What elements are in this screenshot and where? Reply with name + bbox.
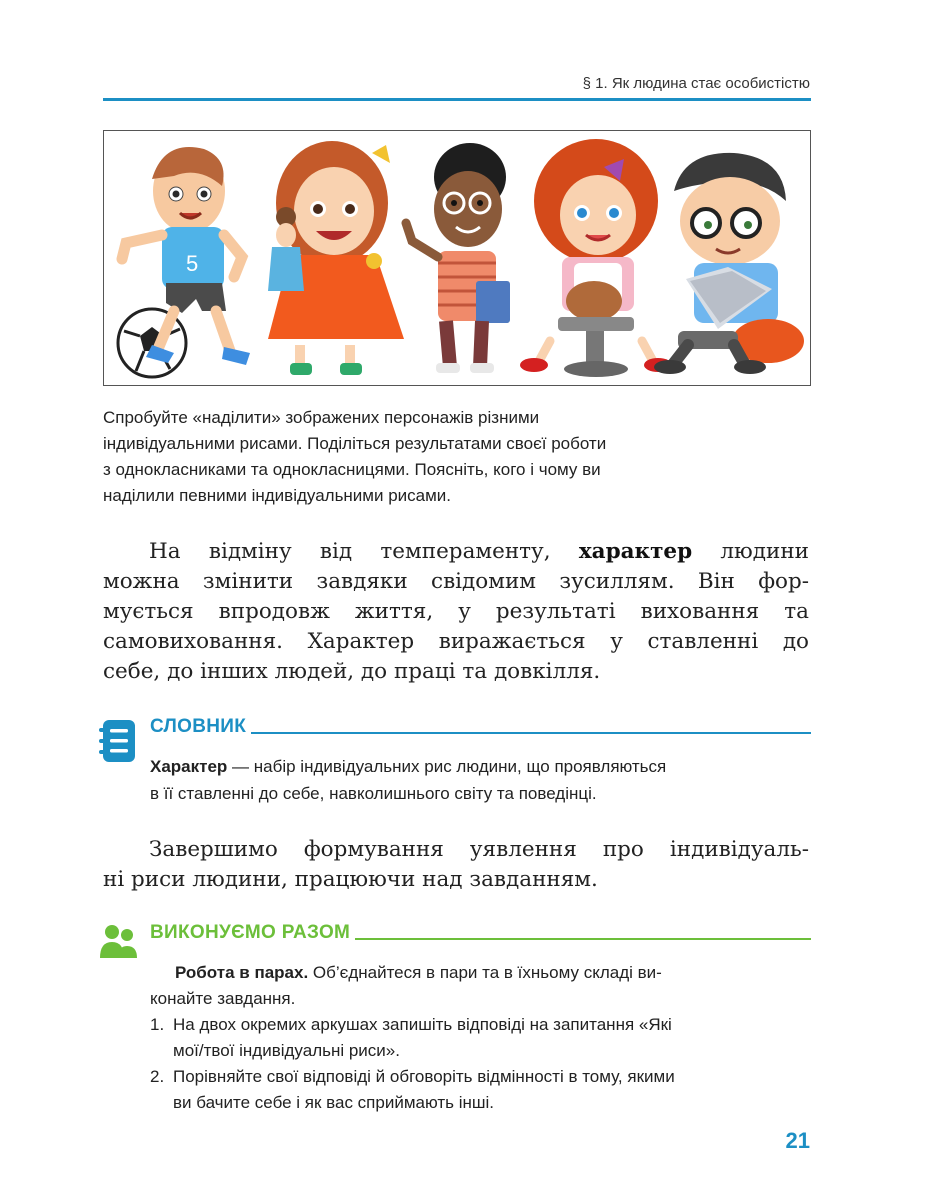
paragraph-line: На відміну від темпераменту, характер людини — [149, 539, 809, 564]
task-lead-line: Робота в парах. Об’єднайтеся в пари та в їхньому складі ви- — [175, 963, 662, 982]
task-list-item — [150, 1064, 810, 1116]
definition-line: в її ставленні до себе, навколишнього світу та поведінці. — [150, 784, 597, 803]
paragraph-line: себе, до інших людей, до праці та довкілля. — [103, 659, 601, 684]
task-item-line: Порівняйте свої відповіді й обговоріть відмінності в тому, якими — [173, 1067, 675, 1086]
page-header — [0, 0, 935, 110]
paragraph-line: можна змінити завдяки свідомим зусиллям. Він фор- — [103, 569, 809, 594]
girl-with-doll-figure — [268, 141, 404, 375]
task-item-number: 2. — [150, 1067, 165, 1086]
pair-work-task — [150, 960, 810, 1116]
character-paragraph — [103, 537, 809, 687]
caption-line: наділили певними індивідуальними рисами. — [103, 486, 452, 505]
paragraph-line: мується впродовж життя, у результаті виховання та — [103, 599, 809, 624]
together-heading-rule — [355, 938, 811, 940]
caption-line: індивідуальними рисами. Поділіться результатами своєї роботи — [103, 434, 607, 453]
children-illustration — [103, 130, 811, 386]
section-reference: § 1. Як людина стає особистістю — [582, 75, 810, 92]
task-list — [150, 1012, 810, 1116]
vocab-icon — [99, 720, 137, 762]
page-number: 21 — [785, 1128, 810, 1153]
vocab-heading-row — [150, 716, 811, 738]
together-heading-row — [150, 922, 811, 944]
task-lead-bold: Робота в парах. — [175, 963, 309, 982]
task-list-item — [150, 1012, 810, 1064]
vocab-heading: СЛОВНИК — [150, 716, 247, 737]
vocab-term: Характер — [150, 757, 228, 776]
task-item-line: мої/твої індивідуальні риси». — [173, 1041, 400, 1060]
task-item-number: 1. — [150, 1015, 165, 1034]
caption-line: Спробуйте «наділити» зображених персонажів різними — [103, 408, 540, 427]
boy-with-book-figure — [406, 143, 510, 373]
paragraph-line: ні риси людини, працюючи над завданням. — [103, 867, 598, 892]
boy-football-figure — [118, 147, 250, 377]
illustration-caption — [103, 405, 743, 509]
girl-pottery-figure — [520, 139, 672, 377]
people-group-icon — [100, 922, 138, 960]
header-rule — [103, 98, 811, 101]
task-item-line: ви бачите себе і як вас сприймають інші. — [173, 1093, 495, 1112]
paragraph-line: Завершимо формування уявлення про індивідуаль- — [149, 837, 809, 862]
caption-line: з однокласниками та однокласницями. Поясніть, кого і чому ви — [103, 460, 601, 479]
term-character: характер — [578, 539, 693, 564]
definition-line: Характер — набір індивідуальних рис людини, що проявляються — [150, 757, 667, 776]
svg-text:5: 5 — [186, 251, 199, 276]
task-item-line: На двох окремих аркушах запишіть відповіді на запитання «Які — [173, 1015, 672, 1034]
transition-paragraph — [103, 835, 809, 895]
together-heading: ВИКОНУЄМО РАЗОМ — [150, 922, 351, 943]
paragraph-line: самовиховання. Характер виражається у ставленні до — [103, 629, 809, 654]
boy-laptop-figure — [654, 153, 804, 374]
vocab-heading-rule — [251, 732, 811, 734]
vocab-definition — [150, 753, 810, 807]
task-lead-line: конайте завдання. — [150, 989, 296, 1008]
